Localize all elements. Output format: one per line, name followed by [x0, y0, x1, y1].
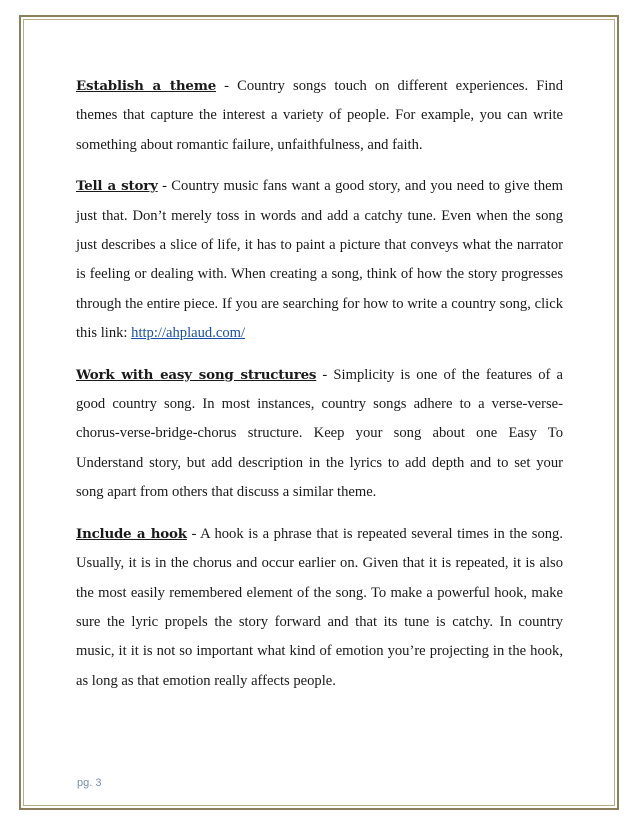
heading-song-structures: Work with easy song structures	[76, 366, 317, 383]
paragraph-text: - A hook is a phrase that is repeated several times in the song. Usually, it is in the chorus and occur earlier on. Given that it is repeated, it is also the most easily remembered element of the song. To make a powerful hook, make sure the lyric propels the story forward and that its tune is catchy. In country music, it it is not so important what kind of emotion you’re projecting in the hook, as long as that emotion really affects people.	[76, 525, 563, 689]
paragraph-include-hook	[76, 520, 563, 696]
page-number: pg. 3	[77, 777, 102, 789]
heading-tell-story: Tell a story	[76, 178, 158, 195]
ahplaud-link[interactable]: http://ahplaud.com/	[131, 325, 246, 342]
paragraph-song-structures	[76, 361, 563, 508]
paragraph-text: - Simplicity is one of the features of a good country song. In most instances, country songs adhere to a verse-verse-chorus-verse-bridge-chorus structure. Keep your song about one Easy To Understand story, but add description in the lyrics to add depth and to set your song apart from others that discuss a similar theme.	[76, 366, 563, 501]
paragraph-establish-theme	[76, 72, 563, 160]
paragraph-text: - Country songs touch on different experiences. Find themes that capture the interest a variety of people. For example, you can write something about romantic failure, unfaithfulness, and faith.	[76, 78, 563, 153]
paragraph-tell-story	[76, 172, 563, 348]
document-body	[76, 72, 563, 708]
paragraph-text: - Country music fans want a good story, and you need to give them just that. Don’t merely toss in words and add a catchy tune. Even when the song just describes a slice of life, it has to paint a picture that conveys what the narrator is feeling or dealing with. When creating a song, think of how the story progresses through the entire piece. If you are searching for how to write a country song, click this link:	[76, 178, 563, 342]
heading-establish-theme: Establish a theme	[76, 78, 217, 94]
heading-include-hook: Include a hook	[76, 525, 187, 542]
